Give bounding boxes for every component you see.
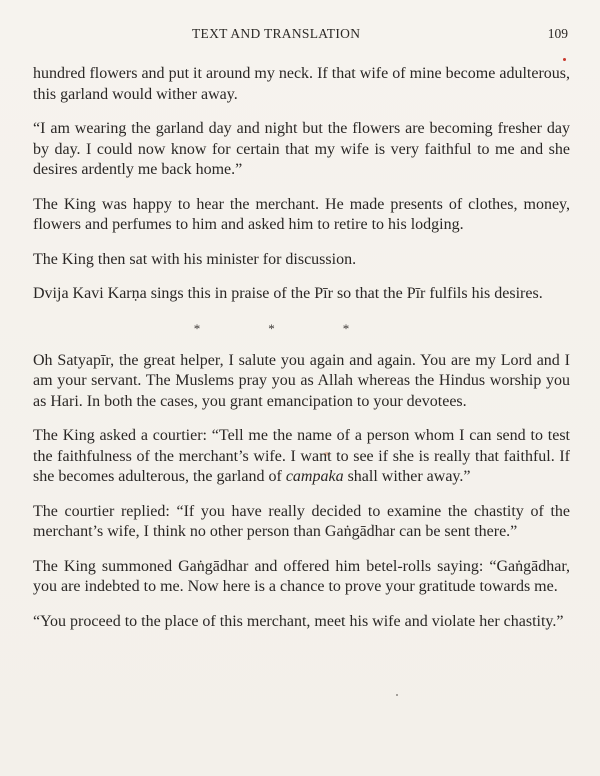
asterisk: * [268,320,275,336]
section-separator [33,321,570,337]
body-text [33,64,570,632]
running-head: TEXT AND TRANSLATION [192,26,361,41]
paragraph: “You proceed to the place of this merchant, meet his wife and violate her chastity.” [33,612,564,630]
paper-mark [396,694,398,696]
asterisk: * [342,320,350,336]
paragraph: The King was happy to hear the merchant. He made presents of clothes, money, flowers and perfumes to him and asked him to retire to his lodging. [33,195,570,233]
ink-speck [563,58,566,61]
paragraph [33,426,570,488]
paragraph-text: The King asked a courtier: “Tell me the name of a person whom I can send to test the faithfulness of the merchant’s wife. I want to see if she is really that faithful. If she becomes adulterous, the garland of [33,427,570,485]
paragraph-text: shall wither away.” [343,468,471,485]
paragraph: The King then sat with his minister for discussion. [33,250,357,268]
paragraph: The courtier replied: “If you have really decided to examine the chastity of the merchant’s wife, I think no other person than Gaṅgādhar can be sent there.” [33,502,570,540]
italic-term: campaka [285,468,344,485]
paragraph: “I am wearing the garland day and night but the flowers are becoming fresher day by day. I could now know for certain that my wife is very faithful to me and she desires ardently me back home.” [33,120,570,178]
paragraph: Dvija Kavi Karṇa sings this in praise of the Pīr so that the Pīr fulfils his desires. [33,285,543,302]
paragraph: The King summoned Gaṅgādhar and offered him betel-rolls saying: “Gaṅgādhar, you are indebted to me. Now here is a chance to prove your gratitude towards me. [33,557,570,595]
paragraph: Oh Satyapīr, the great helper, I salute you again and again. You are my Lord and I am your servant. The Muslems pray you as Allah whereas the Hindus worship you as Hari. In both the cases, you grant emancipation to your devotees. [33,351,570,410]
asterisk: * [193,320,201,336]
paragraph: hundred flowers and put it around my neck. If that wife of mine become adulterous, this garland would wither away. [33,65,570,103]
page-number: 109 [547,26,568,41]
page-header [0,26,600,46]
